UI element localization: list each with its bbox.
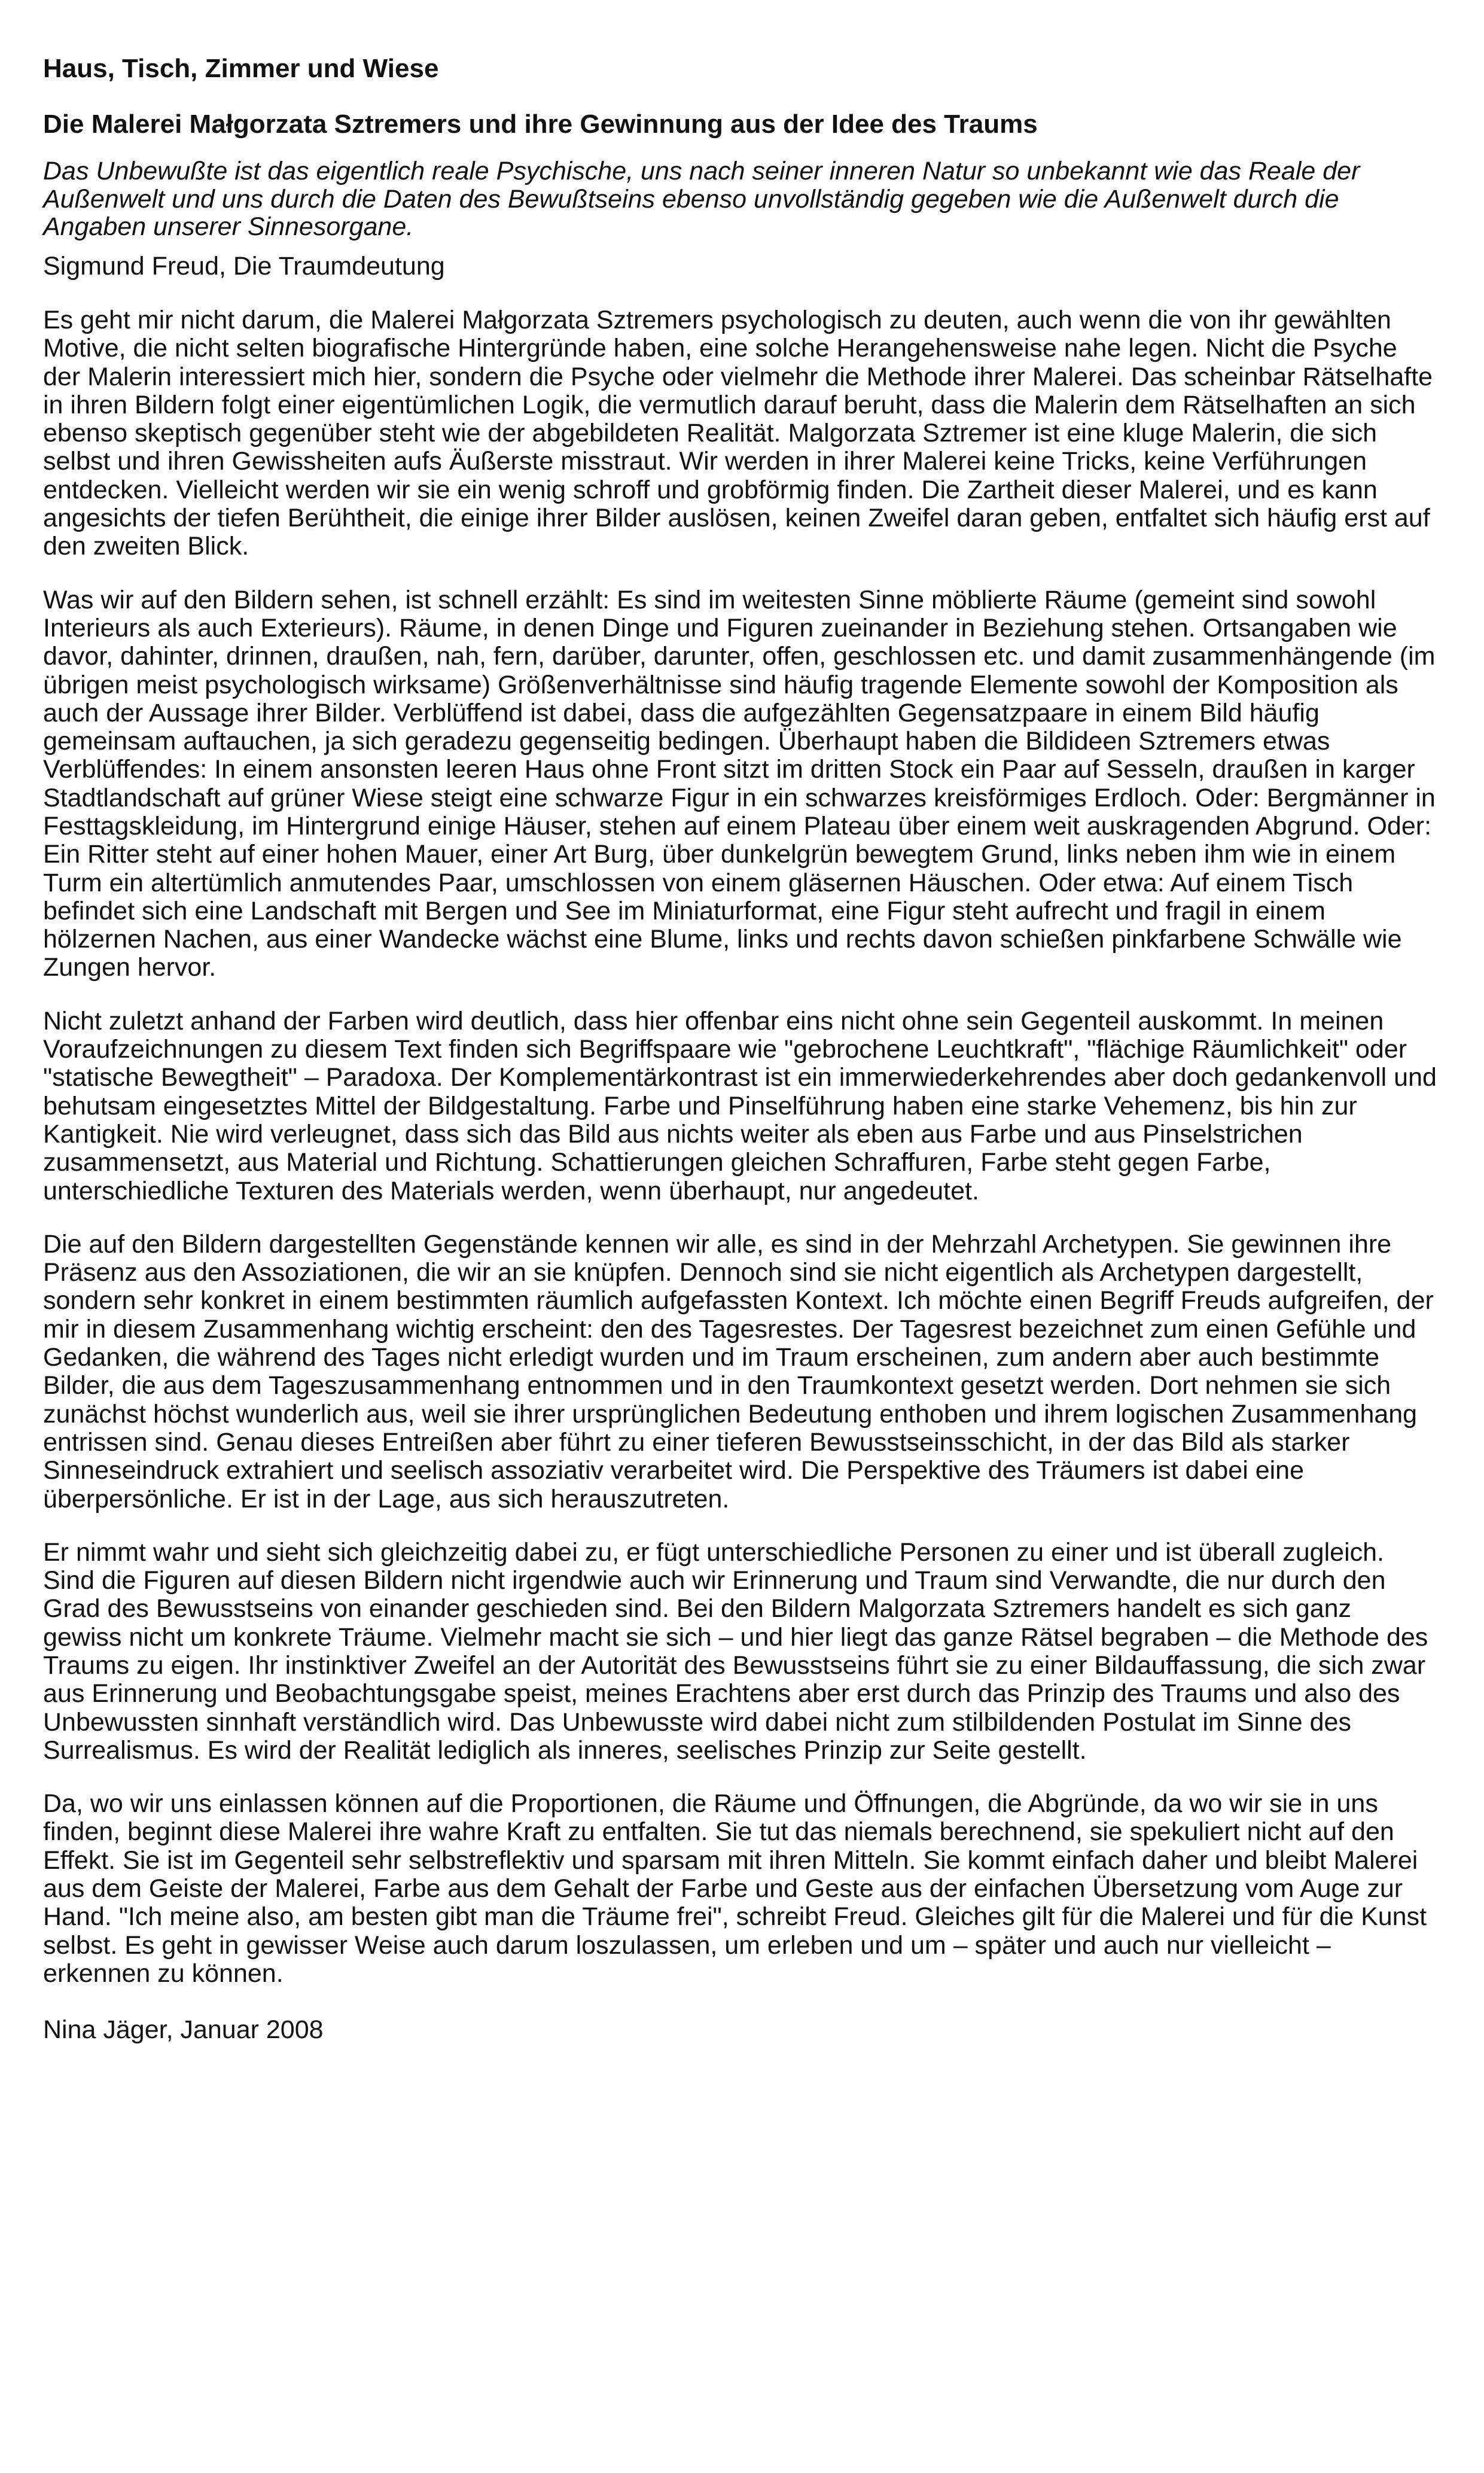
article-subtitle: Die Malerei Małgorzata Sztremers und ihre Gewinnung aus der Idee des Traums bbox=[43, 109, 1038, 139]
article bbox=[43, 54, 1437, 2045]
body-paragraph-2: Was wir auf den Bildern sehen, ist schnell erzählt: Es sind im weitesten Sinne möblierte Räume (gemeint sind sowohl Interieurs als auch Exterieurs). Räume, in denen Dinge und Figuren zueinander in Beziehung stehen. Ortsangaben wie davor, dahinter, drinnen, draußen, nah, fern, darüber, darunter, offen, geschlossen etc. und damit zusammenhängende (im übrigen meist psychologisch wirksame) Größenverhältnisse sind häufig tragende Elemente sowohl der Komposition als auch der Aussage ihrer Bilder. Verblüffend ist dabei, dass die aufgezählten Gegensatzpaare in einem Bild häufig gemeinsam auftauchen, ja sich geradezu gegenseitig bedingen. Überhaupt haben die Bildideen Sztremers etwas Verblüffendes: In einem ansonsten leeren Haus ohne Front sitzt im dritten Stock ein Paar auf Sesseln, draußen in karger Stadtlandschaft auf grüner Wiese steigt eine schwarze Figur in ein schwarzes kreisförmiges Erdloch. Oder: Bergmänner in Festtagskleidung, im Hintergrund einige Häuser, stehen auf einem Plateau über einem weit auskragenden Abgrund. Oder: Ein Ritter steht auf einer hohen Mauer, einer Art Burg, über dunkelgrün bewegtem Grund, links neben ihm wie in einem Turm ein altertümlich anmutendes Paar, umschlossen von einem gläsernen Häuschen. Oder etwa: Auf einem Tisch befindet sich eine Landschaft mit Bergen und See im Miniaturformat, eine Figur steht aufrecht und fragil in einem hölzernen Nachen, aus einer Wandecke wächst eine Blume, links und rechts davon schießen pinkfarbene Schwälle wie Zungen hervor. bbox=[43, 585, 1436, 982]
article-title: Haus, Tisch, Zimmer und Wiese bbox=[43, 54, 439, 83]
body-paragraph-3: Nicht zuletzt anhand der Farben wird deutlich, dass hier offenbar eins nicht ohne sein Gegenteil auskommt. In meinen Voraufzeichnungen zu diesem Text finden sich Begriffspaare wie "gebrochene Leuchtkraft", "flächige Räumlichkeit" oder "statische Bewegtheit" – Paradoxa. Der Komplementärkontrast ist ein immerwiederkehrendes aber doch gedankenvoll und behutsam eingesetztes Mittel der Bildgestaltung. Farbe und Pinselführung haben eine starke Vehemenz, bis hin zur Kantigkeit. Nie wird verleugnet, dass sich das Bild aus nichts weiter als eben aus Farbe und aus Pinselstrichen zusammensetzt, aus Material und Richtung. Schattierungen gleichen Schraffuren, Farbe steht gegen Farbe, unterschiedliche Texturen des Materials werden, wenn überhaupt, nur angedeutet. bbox=[43, 1006, 1437, 1205]
epigraph-source: Sigmund Freud, Die Traumdeutung bbox=[43, 251, 445, 281]
epigraph-quote: Das Unbewußte ist das eigentlich reale Psychische, uns nach seiner inneren Natur so unbekannt wie das Reale der Außenwelt und uns durch die Daten des Bewußtseins ebenso unvollständig gegeben wie die Außenwelt durch die Angaben unserer Sinnesorgane. bbox=[43, 157, 1360, 242]
body-paragraph-4: Die auf den Bildern dargestellten Gegenstände kennen wir alle, es sind in der Mehrzahl Archetypen. Sie gewinnen ihre Präsenz aus den Assoziationen, die wir an sie knüpfen. Dennoch sind sie nicht eigentlich als Archetypen dargestellt, sondern sehr konkret in einem bestimmten räumlich aufgefassten Kontext. Ich möchte einen Begriff Freuds aufgreifen, der mir in diesem Zusammenhang wichtig erscheint: den des Tagesrestes. Der Tagesrest bezeichnet zum einen Gefühle und Gedanken, die während des Tages nicht erledigt wurden und im Traum erscheinen, zum andern aber auch bestimmte Bilder, die aus dem Tageszusammenhang entnommen und in den Traumkontext gesetzt werden. Dort nehmen sie sich zunächst höchst wunderlich aus, weil sie ihrer ursprünglichen Bedeutung enthoben und ihrem logischen Zusammenhang entrissen sind. Genau dieses Entreißen aber führt zu einer tieferen Bewusstseinsschicht, in der das Bild als starker Sinneseindruck extrahiert und seelisch assoziativ verarbeitet wird. Die Perspektive des Träumers ist dabei eine überpersönliche. Er ist in der Lage, aus sich herauszutreten. bbox=[43, 1229, 1434, 1513]
body-paragraph-1: Es geht mir nicht darum, die Malerei Małgorzata Sztremers psychologisch zu deuten, auch wenn die von ihr gewählten Motive, die nicht selten biografische Hintergründe haben, eine solche Herangehensweise nahe legen. Nicht die Psyche der Malerin interessiert mich hier, sondern die Psyche oder vielmehr die Methode ihrer Malerei. Das scheinbar Rätselhafte in ihren Bildern folgt einer eigentümlichen Logik, die vermutlich darauf beruht, dass die Malerin dem Rätselhaften an sich ebenso skeptisch gegenüber steht wie der abgebildeten Realität. Malgorzata Sztremer ist eine kluge Malerin, die sich selbst und ihren Gewissheiten aufs Äußerste misstraut. Wir werden in ihrer Malerei keine Tricks, keine Verführungen entdecken. Vielleicht werden wir sie ein wenig schroff und grobförmig finden. Die Zartheit dieser Malerei, und es kann angesichts der tiefen Berühtheit, die einige ihrer Bilder auslösen, keinen Zweifel daran geben, entfaltet sich häufig erst auf den zweiten Blick. bbox=[43, 305, 1433, 561]
author-signature: Nina Jäger, Januar 2008 bbox=[43, 2015, 324, 2045]
body-paragraph-5: Er nimmt wahr und sieht sich gleichzeitig dabei zu, er fügt unterschiedliche Personen zu einer und ist überall zugleich. Sind die Figuren auf diesen Bildern nicht irgendwie auch wir Erinnerung und Traum sind Verwandte, die nur durch den Grad des Bewusstseins von einander geschieden sind. Bei den Bildern Malgorzata Sztremers handelt es sich ganz gewiss nicht um konkrete Träume. Vielmehr macht sie sich – und hier liegt das ganze Rätsel begraben – die Methode des Traums zu eigen. Ihr instinktiver Zweifel an der Autorität des Bewusstseins führt sie zu einer Bildauffassung, die sich zwar aus Erinnerung und Beobachtungsgabe speist, meines Erachtens aber erst durch das Prinzip des Traums und also des Unbewussten sinnhaft verständlich wird. Das Unbewusste wird dabei nicht zum stilbildenden Postulat im Sinne des Surrealismus. Es wird der Realität lediglich als inneres, seelisches Prinzip zur Seite gestellt. bbox=[43, 1537, 1428, 1765]
body-paragraph-6: Da, wo wir uns einlassen können auf die Proportionen, die Räume und Öffnungen, die Abgründe, da wo wir sie in uns finden, beginnt diese Malerei ihre wahre Kraft zu entfalten. Sie tut das niemals berechnend, sie spekuliert nicht auf den Effekt. Sie ist im Gegenteil sehr selbstreflektiv und sparsam mit ihren Mitteln. Sie kommt einfach daher und bleibt Malerei aus dem Geiste der Malerei, Farbe aus dem Gehalt der Farbe und Geste aus der einfachen Übersetzung vom Auge zur Hand. "Ich meine also, am besten gibt man die Träume frei", schreibt Freud. Gleiches gilt für die Malerei und für die Kunst selbst. Es geht in gewisser Weise auch darum loszulassen, um erleben und um – später und auch nur vielleicht – erkennen zu können. bbox=[43, 1789, 1427, 1988]
